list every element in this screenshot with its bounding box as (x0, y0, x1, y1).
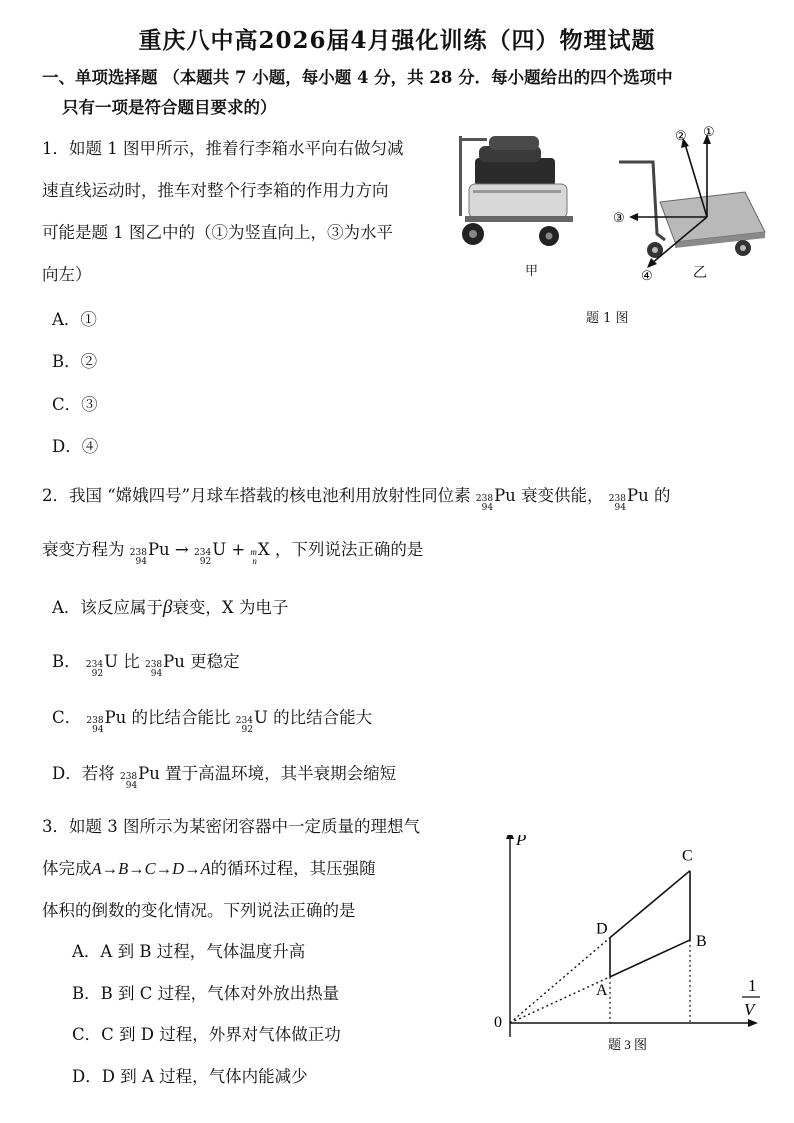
u-z: 92 (199, 557, 212, 567)
pu-mass: 238 (86, 716, 104, 726)
nuclide-pu (86, 708, 126, 735)
q2-option-c-end: 的比结合能大 (273, 708, 373, 727)
nuclide-pu (145, 652, 185, 679)
x-z: n (252, 556, 257, 566)
q2-line1-text-a: 2．我国 “嫦娥四号”月球车搭载的核电池利用放射性同位素 (42, 486, 471, 505)
equation-x (250, 540, 269, 566)
point-label-a: A (596, 981, 608, 999)
pv-cycle-chart (480, 835, 770, 1060)
u-symbol: U (253, 708, 268, 727)
pu-symbol: Pu (138, 764, 160, 783)
nuclide-pu-1 (476, 486, 516, 513)
nuclide-pu-2 (609, 486, 649, 513)
arrow-label-4: ④ (641, 268, 653, 283)
q1-line-1: 1．如题 1 图甲所示，推着行李箱水平向右做匀减 (42, 139, 404, 158)
q2-option-b[interactable] (52, 648, 240, 679)
fig3-caption: 题 3 图 (608, 1037, 648, 1052)
q1-option-d[interactable]: D．④ (52, 437, 99, 456)
point-label-c: C (682, 847, 693, 865)
fig1-label-yi: 乙 (693, 265, 707, 281)
equation-pu (130, 540, 170, 567)
point-label-d: D (596, 920, 608, 938)
u-mass: 234 (235, 716, 253, 726)
q2-option-c[interactable] (52, 704, 372, 735)
u-mass: 234 (85, 660, 104, 670)
u-z: 92 (91, 669, 104, 679)
q1-option-c[interactable]: C．③ (52, 395, 98, 414)
q3-option-c[interactable]: C．C 到 D 过程，外界对气体做正功 (72, 1025, 341, 1044)
q2-option-b-label: B． (52, 652, 81, 671)
pu-z: 94 (150, 669, 163, 679)
cycle-segment-cd (610, 871, 690, 938)
pu-z: 94 (125, 781, 138, 791)
q1-line-3: 可能是题 1 图乙中的（①为竖直向上，③为水平 (42, 223, 393, 242)
arrow-label-3: ③ (613, 210, 625, 225)
cycle-sequence: A→B→C→D→A (91, 859, 211, 878)
u-symbol: U (104, 652, 118, 671)
pu-mass: 238 (608, 494, 626, 504)
q2-option-c-mid: 的比结合能比 (131, 708, 231, 727)
q3-line2-text-b: 的循环过程，其压强随 (210, 859, 376, 878)
cycle-segment-ab (610, 940, 690, 977)
nuclide-u (86, 652, 118, 679)
pu-mass: 238 (144, 660, 163, 670)
force-direction-diagram (605, 122, 775, 287)
q2-option-b-end: 更稳定 (190, 652, 240, 671)
pu-z: 94 (614, 503, 626, 513)
origin-label: 0 (494, 1014, 502, 1031)
q2-option-b-mid: 比 (123, 652, 140, 671)
nuclide-u (236, 708, 268, 735)
q1-line-4: 向左） (42, 265, 92, 284)
page-title: 重庆八中高2026届4月强化训练（四）物理试题 (138, 27, 656, 54)
pu-z: 94 (92, 725, 104, 735)
pu-mass: 238 (129, 548, 147, 558)
q3-line-2 (42, 855, 376, 879)
x-mass: m (250, 547, 257, 557)
q2-line-1 (42, 482, 670, 513)
arrow-label-2: ② (675, 128, 687, 143)
section-heading-line1: 一、单项选择题 （本题共 7 小题，每小题 4 分，共 28 分．每小题给出的四个选项中 (42, 68, 673, 87)
pu-z: 94 (481, 503, 494, 513)
u-symbol: U (212, 540, 227, 559)
q2-line2-text-b: ，下列说法正确的是 (274, 540, 424, 559)
section-heading-line2: 只有一项是符合题目要求的） (62, 98, 277, 117)
q2-option-d-label: D．若将 (52, 764, 115, 783)
pu-mass: 238 (119, 772, 138, 782)
q3-line2-text-a: 体完成 (42, 859, 92, 878)
nuclide-pu (120, 764, 160, 791)
pu-symbol: Pu (494, 486, 516, 505)
origin-dotted-line-d (510, 938, 610, 1023)
u-mass: 234 (194, 548, 212, 558)
pu-z: 94 (135, 557, 147, 567)
q3-option-d[interactable]: D．D 到 A 过程，气体内能减少 (72, 1067, 308, 1086)
q2-option-a-end: 衰变，X 为电子 (172, 598, 289, 617)
q1-option-b[interactable]: B．② (52, 352, 98, 371)
u-z: 92 (241, 725, 253, 735)
q2-line2-text-a: 衰变方程为 (42, 540, 125, 559)
y-axis-label: P (516, 835, 527, 849)
q2-option-d[interactable] (52, 760, 396, 791)
pu-symbol: Pu (104, 708, 127, 727)
q1-line-2: 速直线运动时，推车对整个行李箱的作用力方向 (42, 181, 389, 200)
pu-mass: 238 (475, 494, 494, 504)
x-axis-label-denominator: V (744, 1000, 755, 1019)
fig1-label-jia: 甲 (525, 264, 539, 279)
q3-option-a[interactable]: A．A 到 B 过程，气体温度升高 (72, 942, 306, 961)
q1-option-a[interactable]: A．① (52, 310, 97, 329)
q2-line1-text-c: 的 (653, 486, 671, 505)
q3-line-3: 体积的倒数的变化情况。下列说法正确的是 (42, 901, 356, 920)
q2-option-d-end: 置于高温环境，其半衰期会缩短 (165, 764, 397, 783)
q2-option-a[interactable] (52, 594, 288, 619)
q2-option-a-text: A．该反应属于 (52, 598, 163, 617)
point-label-b: B (696, 932, 707, 950)
q2-option-c-label: C． (52, 708, 82, 727)
pu-symbol: Pu (147, 540, 170, 559)
equation-u (194, 540, 226, 567)
plus-sign: + (231, 540, 246, 559)
q2-line1-text-b: 衰变供能， (521, 486, 604, 505)
pu-symbol: Pu (163, 652, 185, 671)
q2-line-2 (42, 536, 423, 567)
q3-option-b[interactable]: B．B 到 C 过程，气体对外放出热量 (72, 984, 340, 1003)
x-symbol: X (257, 540, 270, 559)
arrow-label-1: ① (703, 124, 715, 139)
decay-arrow: → (174, 540, 189, 559)
origin-dotted-line-a (510, 977, 610, 1023)
pu-symbol: Pu (626, 486, 649, 505)
q3-line-1: 3．如题 3 图所示为某密闭容器中一定质量的理想气 (42, 817, 420, 836)
y-axis-arrowhead (506, 835, 514, 839)
beta-symbol: β (162, 597, 173, 618)
x-axis-label-numerator: 1 (748, 976, 757, 995)
fig1-caption: 题 1 图 (586, 311, 629, 326)
x-axis-arrowhead (748, 1019, 758, 1027)
luggage-cart-photo (455, 128, 577, 256)
